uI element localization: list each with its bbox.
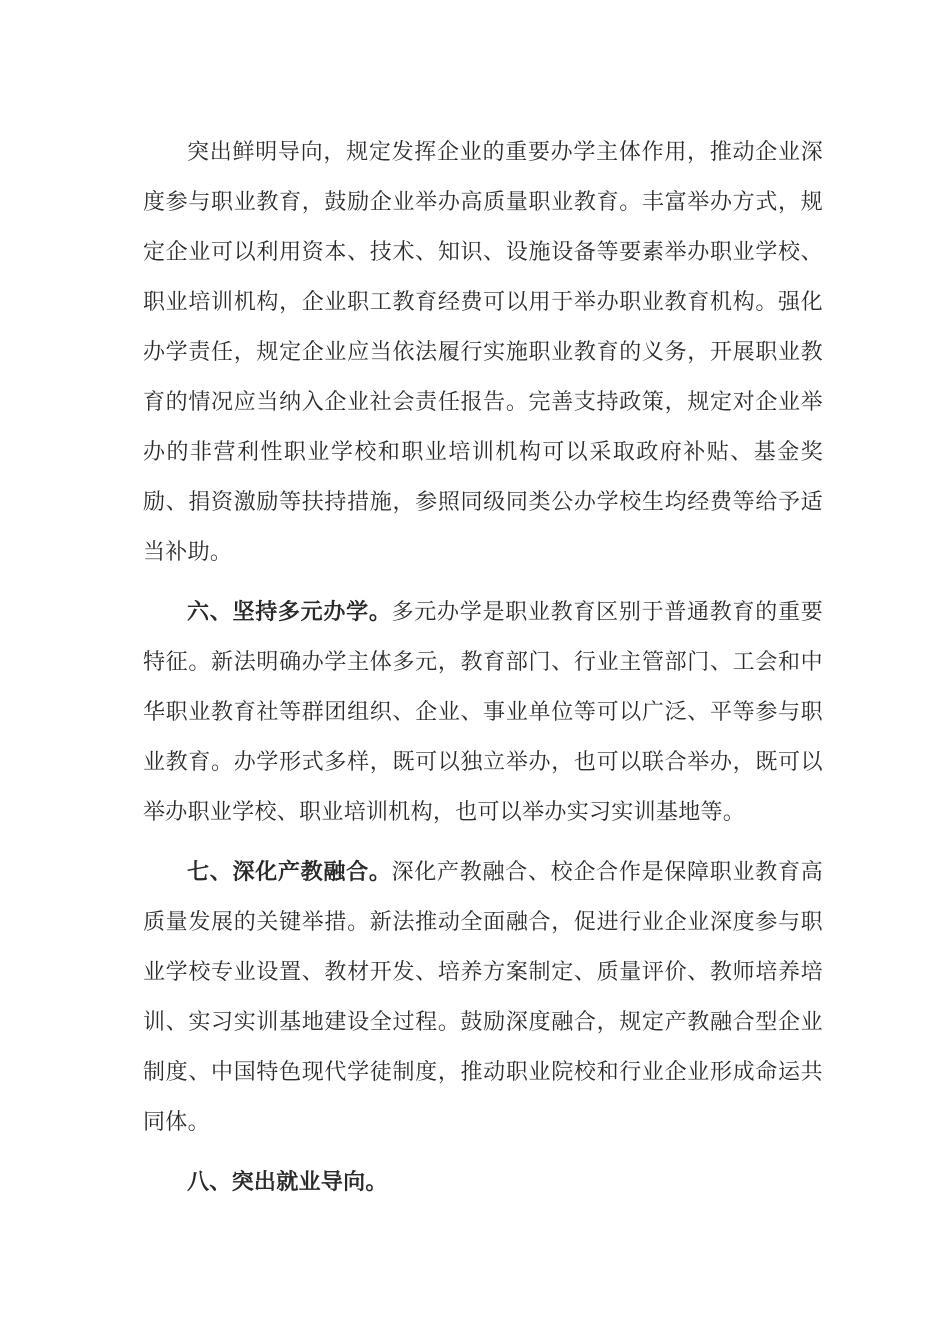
paragraph-enterprise-role [143, 128, 823, 578]
paragraph-text: 多元办学是职业教育区别于普通教育的重要特征。新法明确办学主体多元，教育部门、行业主管部门、工会和中华职业教育社等群团组织、企业、事业单位等可以广泛、平等参与职业教育。办学形式多样，既可以独立举办，也可以联合举办，既可以举办职业学校、职业培训机构，也可以举办实习实训基地等。 [143, 600, 824, 825]
paragraph-text: 深化产教融合、校企合作是保障职业教育高质量发展的关键举措。新法推动全面融合，促进行业企业深度参与职业学校专业设置、教材开发、培养方案制定、质量评价、教师培养培训、实习实训基地建设全过程。鼓励深度融合，规定产教融合型企业制度、中国特色现代学徒制度，推动职业院校和行业企业形成命运共同体。 [143, 860, 824, 1135]
document-body [143, 128, 823, 1208]
section-heading-seven: 七、深化产教融合。 [187, 860, 392, 885]
section-heading-six: 六、坚持多元办学。 [187, 600, 392, 625]
paragraph-employment [143, 1158, 823, 1208]
section-heading-eight: 八、突出就业导向。 [187, 1170, 388, 1195]
paragraph-diverse-schooling [143, 588, 823, 838]
paragraph-text: 突出鲜明导向，规定发挥企业的重要办学主体作用，推动企业深度参与职业教育，鼓励企业举办高质量职业教育。丰富举办方式，规定企业可以利用资本、技术、知识、设施设备等要素举办职业学校、职业培训机构，企业职工教育经费可以用于举办职业教育机构。强化办学责任，规定企业应当依法履行实施职业教育的义务，开展职业教育的情况应当纳入企业社会责任报告。完善支持政策，规定对企业举办的非营利性职业学校和职业培训机构可以采取政府补贴、基金奖励、捐资激励等扶持措施，参照同级同类公办学校生均经费等给予适当补助。 [143, 140, 823, 565]
paragraph-industry-education [143, 848, 823, 1148]
